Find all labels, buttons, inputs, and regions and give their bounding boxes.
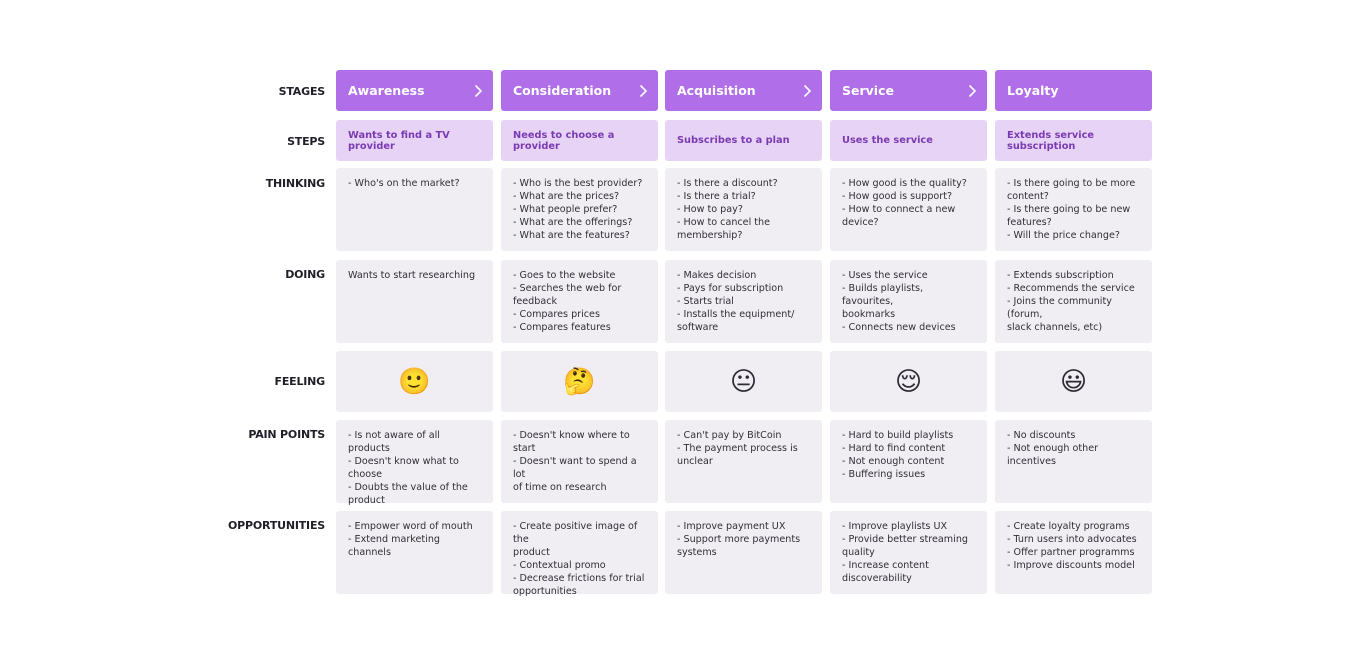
step-cell: Needs to choose a provider [501,120,658,161]
stage-acquisition[interactable] [665,70,822,111]
chevron-right-icon [639,84,648,98]
opportunity-cell: - Empower word of mouth - Extend marketing channels [336,511,493,594]
thinking-cell: - Is there going to be more content? - Is there going to be new features? - Will the price change? [995,168,1152,251]
stage-service[interactable] [830,70,987,111]
pain-point-cell: - No discounts - Not enough other incentives [995,420,1152,503]
thinking-face-icon: 🤔 [563,366,596,397]
thinking-cell: - Who's on the market? [336,168,493,251]
row-label-feeling: FEELING [274,375,325,388]
relieved-face-icon: 😌 [894,366,923,397]
row-label-doing: DOING [285,268,325,281]
doing-cell: - Uses the service - Builds playlists, favourites, bookmarks - Connects new devices [830,260,987,343]
stage-loyalty[interactable] [995,70,1152,111]
feeling-cell [830,351,987,412]
feeling-cell [665,351,822,412]
row-label-pain-points: PAIN POINTS [248,428,325,441]
chevron-right-icon [474,84,483,98]
step-cell: Extends service subscription [995,120,1152,161]
opportunity-cell: - Improve playlists UX - Provide better streaming quality - Increase content discoverability [830,511,987,594]
stage-consideration[interactable] [501,70,658,111]
stage-label: Acquisition [677,83,756,98]
opportunity-cell: - Create loyalty programs - Turn users into advocates - Offer partner programms - Improve discounts model [995,511,1152,594]
stage-label: Service [842,83,894,98]
thinking-cell: - Is there a discount? - Is there a trial? - How to pay? - How to cancel the membership? [665,168,822,251]
step-cell: Wants to find a TV provider [336,120,493,161]
thinking-cell: - How good is the quality? - How good is support? - How to connect a new device? [830,168,987,251]
feeling-cell [501,351,658,412]
pain-point-cell: - Is not aware of all products - Doesn't know what to choose - Doubts the value of the product [336,420,493,503]
grinning-face-icon: 😃 [1059,366,1088,397]
opportunity-cell: - Improve payment UX - Support more payments systems [665,511,822,594]
stage-label: Awareness [348,83,425,98]
opportunity-cell: - Create positive image of the product - Contextual promo - Decrease frictions for trial opportunities [501,511,658,594]
pain-point-cell: - Doesn't know where to start - Doesn't want to spend a lot of time on research [501,420,658,503]
row-label-steps: STEPS [287,135,325,148]
step-cell: Uses the service [830,120,987,161]
row-label-stages: STAGES [278,85,325,98]
chevron-right-icon [968,84,977,98]
doing-cell: - Makes decision - Pays for subscription - Starts trial - Installs the equipment/ software [665,260,822,343]
row-label-opportunities: OPPORTUNITIES [228,519,325,532]
neutral-face-icon: 😐 [729,366,758,397]
stage-label: Consideration [513,83,612,98]
thinking-cell: - Who is the best provider? - What are the prices? - What people prefer? - What are the offerings? - What are the features? [501,168,658,251]
feeling-cell [336,351,493,412]
step-cell: Subscribes to a plan [665,120,822,161]
slightly-smiling-face-icon: 🙂 [398,366,431,397]
stage-label: Loyalty [1007,83,1059,98]
doing-cell: - Goes to the website - Searches the web for feedback - Compares prices - Compares features [501,260,658,343]
pain-point-cell: - Hard to build playlists - Hard to find content - Not enough content - Buffering issues [830,420,987,503]
pain-point-cell: - Can't pay by BitCoin - The payment process is unclear [665,420,822,503]
chevron-right-icon [803,84,812,98]
doing-cell: - Extends subscription - Recommends the service - Joins the community (forum, slack channels, etc) [995,260,1152,343]
stage-awareness[interactable] [336,70,493,111]
row-label-thinking: THINKING [265,177,325,190]
feeling-cell [995,351,1152,412]
doing-cell: Wants to start researching [336,260,493,343]
